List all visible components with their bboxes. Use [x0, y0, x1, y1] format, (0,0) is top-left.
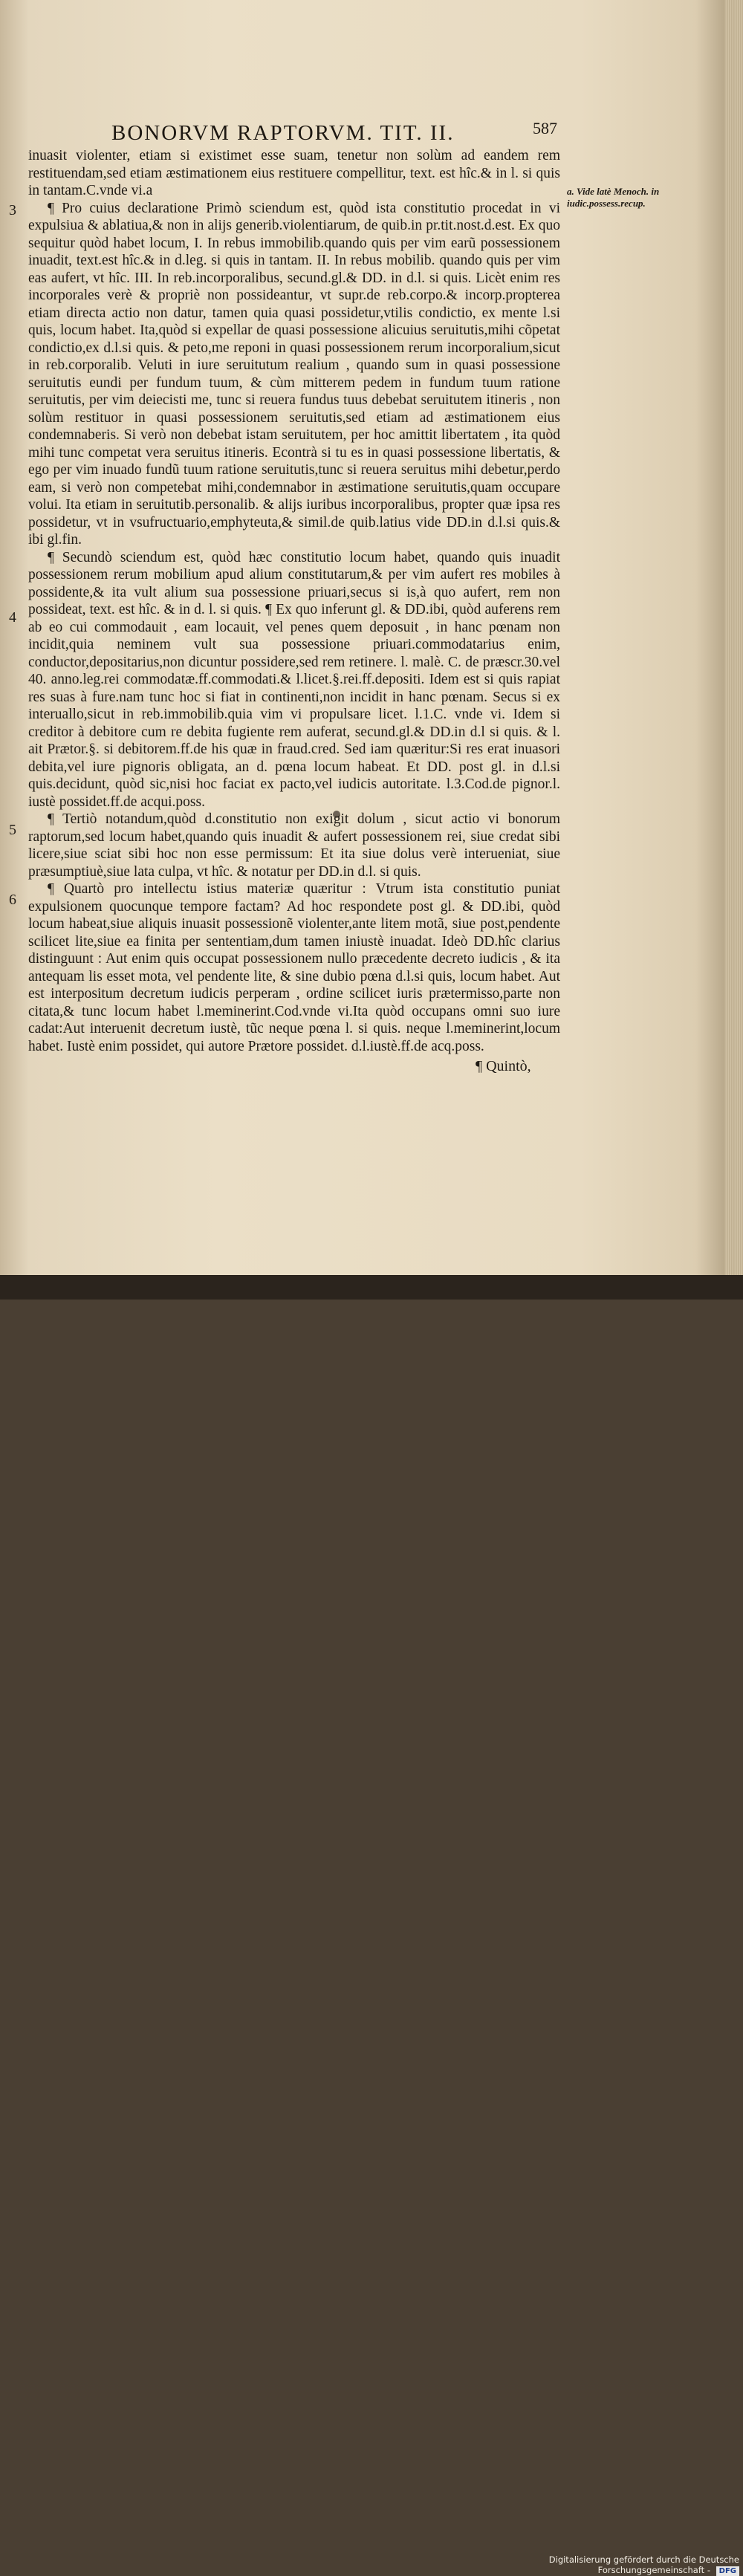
margin-number: 4 [9, 609, 16, 626]
dfg-logo: DFG [716, 2566, 739, 2576]
page-number: 587 [533, 119, 557, 137]
margin-number: 5 [9, 822, 16, 838]
book-fore-edge [724, 0, 743, 1275]
paragraph: ¶ Tertiò notandum,quòd d.constitutio non exigit dolum , sicut actio vi bonorum raptorum,sed locum habet,quando quis inuadit & aufert possessionem rei, siue credat sibi licere,siue sciat sibi hoc non esse permissum: Et ita siue dolus verè interueniat, siue præsumptiuè,siue lata culpa, vt hîc. & notatur per DD.in d.l. si quis. [28, 811, 560, 880]
footer-text: Digitalisierung gefördert durch die Deutsche Forschungsgemeinschaft - [548, 2554, 739, 2575]
margin-number: 3 [9, 202, 16, 218]
footer-bar [0, 1275, 743, 2575]
book-page [0, 0, 724, 1275]
paragraph: ¶ Secundò sciendum est, quòd hæc constitutio locum habet, quando quis inuadit possessionem rerum mobilium apud alium constitutarum,& per vim aufert res mobiles à possidente,& ita vult alium sua possessione priuari,secus si is,à quo aufert, rem non possideat, text. est hîc. & in d. l. si quis. ¶ Ex quo inferunt gl. & DD.ibi, quòd auferens rem ab eo cui commodauit , eam locauit, vel penes quem deposuit , in hanc pœnam non incidit,quia neminem vult sua possessione priuari.commodatarius enim, conductor,depositarius,non dicuntur possidere,sed rem retinere. l. malè. C. de præscr.30.vel 40. anno.leg.rei commodatæ.ff.commodati.& l.licet.§.rei.ff.depositi. Idem est si quis rapiat res suas à fure.nam tunc hoc si fiat in continenti,non incidit in hanc pœnam. Secus si ex interuallo,sicut in reb.immobilib.quia vim vi propulsare licet. l.1.C. vnde vi. Idem si creditor à debitore cum re debita fugiente rem auferat, secund.gl.& DD.in d.l si quis. & l. ait Prætor.§. si debitorem.ff.de his quæ in fraud.cred. Sed iam quæritur:Si res erat inuasori debita,vel iure pignoris obligata, an d. pœna locum habeat. Et DD. post gl. in d.l.si quis.decidunt, quòd sic,nisi hoc faciat ex pacto,vel iudicis autoritate. l.3.Cod.de pignor.l. iustè possidet.ff.de acqui.poss. [28, 549, 560, 810]
body-text [28, 147, 560, 1055]
margin-note: a. Vide latè Menoch. in iudic.possess.recup. [567, 186, 660, 209]
catchword: ¶ Quintò, [476, 1058, 531, 1074]
footer-credit [446, 2554, 739, 2576]
margin-number: 6 [9, 892, 16, 908]
paragraph: ¶ Quartò pro intellectu istius materiæ quæritur : Vtrum ista constitutio puniat expulsionem quocunque tempore factam? Ad hoc respondete post gl. & DD.ibi, quòd locum habeat,siue aliquis inuasit possessionẽ violenter,ante litem motã, siue post,pendente scilicet lite,siue ea finita per sententiam,dum tamen iniustè inuadat. Ideò DD.hîc clarius distinguunt : Aut enim quis occupat possessionem nullo præcedente decreto iudicis , & ita antequam lis esset mota, vel pendente lite, & sine dubio pœna d.l.si quis, locum habet. Aut est interpositum decretum iudicis perperam , ordine scilicet iuris prætermisso,parte non citata,& tunc locum habet l.meminerint.Cod.vnde vi.Ita quòd occupans omni suo iure cadat:Aut interuenit decretum iustè, tũc neque pœna l. si quis. neque l.meminerint,locum habet. Iustè enim possidet, qui autore Prætore possidet. d.l.iustè.ff.de acq.poss. [28, 881, 560, 1054]
running-title: BONORVM RAPTORVM. TIT. II. [111, 121, 455, 145]
paragraph: ¶ Pro cuius declaratione Primò sciendum est, quòd ista constitutio procedat in vi expulsiua & ablatiua,& non in alijs generib.violentiarum, de quib.in pr.tit.nost.d.est. Ex quo sequitur quòd habet locum, I. In rebus immobilib.quando quis per vim earũ possessionem inuadit, text.est hîc.& in d.leg. si quis in tantam. II. In rebus mobilib. quando quis per vim eas aufert, vt hîc. III. In reb.incorporalibus, secund.gl.& DD. in d.l. si quis. Licèt enim res incorporales verè & propriè non possideantur, vt supr.de reb.corpo.& incorp.propterea etiam directa actio non datur, tamen quia quasi possidetur,vtilis condictio, ex mente l.si quis, locum habet. Ita,quòd si expellar de quasi possessione alicuius seruitutis,mihi cõpetat condictio,ex d.l.si quis. & peto,me reponi in quasi possessionem rerum incorporalium,sicut in reb.corporalib. Veluti in iure seruitutum realium , quando sum in quasi possessione seruitutis eundi per fundum tuum, & cùm mitterem pedem in fundum tuum ratione seruitutis, per vim deiecisti me, tunc si reuera fundus tuus debebat seruitutem itineris , non solùm restituor in quasi possessionem seruitutis,sed etiam ad æstimationem eius condemnaberis. Si verò non debebat istam seruitutem, per hoc amittit libertatem , ita quòd mihi tunc competat vera seruitus itineris. Econtrà si tu es in quasi possessione libertatis, & ego per vim inuado fundũ tuum ratione seruitutis,tunc si reuera seruitus mihi debetur,perdo eam, si verò non competebat mihi,condemnabor in æstimatione seruitutis,quam occupare volui. Ita etiam in seruitutib.personalib. & alijs iuribus incorporalibus, propter quæ ipsa res possidetur, vt in vsufructuario,emphyteuta,& simil.de quib.latius vide DD.in d.l.si quis.& ibi gl.fin. [28, 200, 560, 548]
paragraph: inuasit violenter, etiam si existimet esse suam, tenetur non solùm ad eandem rem restituendam,sed etiam æstimationem eius restituere compellitur, text. est hîc.& in l. si quis in tantam.C.vnde vi.a [28, 148, 560, 198]
